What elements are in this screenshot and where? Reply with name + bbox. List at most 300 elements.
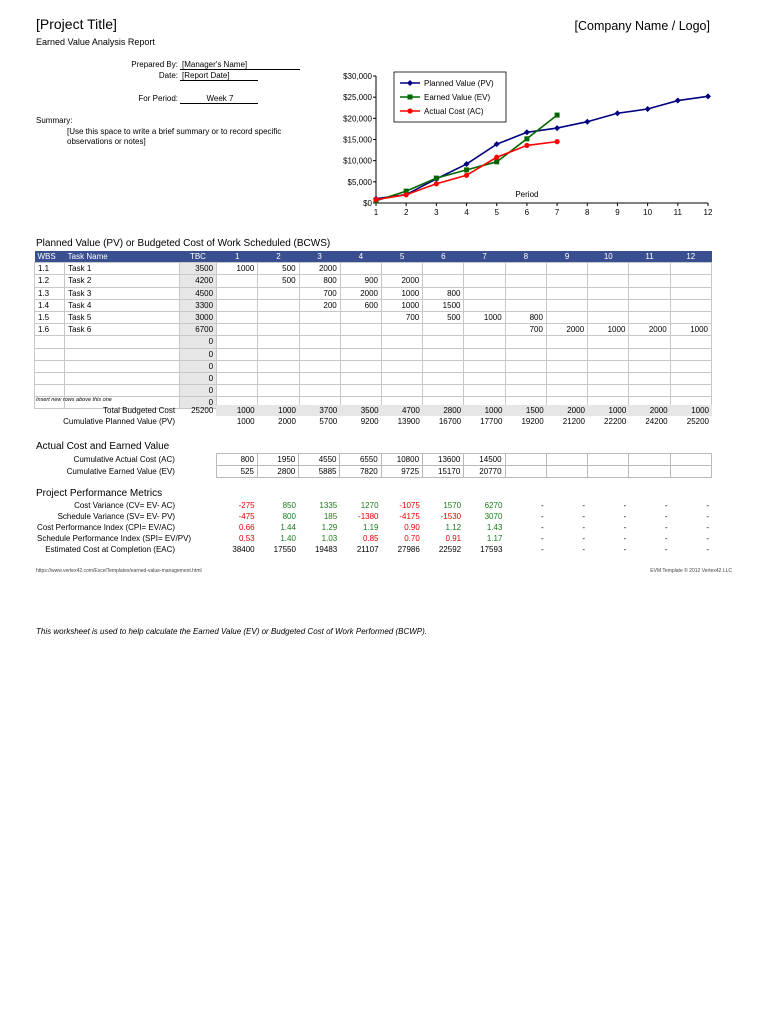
data-point: [464, 167, 469, 172]
table-cell[interactable]: Task 5: [65, 311, 180, 323]
value-cell: 1500: [505, 405, 546, 416]
value-cell: 1.19: [362, 523, 379, 532]
table-cell[interactable]: [670, 263, 711, 275]
table-cell[interactable]: [546, 348, 587, 360]
value-cell: 9200: [360, 417, 379, 426]
prepared-by-field[interactable]: [Manager's Name]: [180, 60, 300, 70]
x-axis-label: Period: [515, 190, 539, 199]
period-label: For Period:: [138, 94, 178, 103]
table-cell[interactable]: 700: [299, 287, 340, 299]
y-tick-label: $0: [363, 199, 372, 208]
table-cell[interactable]: [35, 348, 65, 360]
table-cell[interactable]: [629, 348, 670, 360]
data-point: [675, 98, 681, 104]
value-cell: -1075: [399, 501, 420, 510]
column-header: 10: [588, 251, 629, 263]
table-cell[interactable]: [588, 263, 629, 275]
row-label: Estimated Cost at Completion (EAC): [45, 545, 176, 554]
table-cell[interactable]: 500: [423, 311, 464, 323]
table-cell[interactable]: [670, 385, 711, 397]
data-point: [524, 129, 530, 135]
table-cell[interactable]: 2000: [629, 324, 670, 336]
y-tick-label: $15,000: [343, 135, 372, 145]
table-cell[interactable]: [258, 324, 299, 336]
table-cell[interactable]: [546, 372, 587, 384]
table-cell[interactable]: [423, 263, 464, 275]
value-cell: 21200: [562, 417, 585, 426]
table-row: [35, 348, 712, 360]
table-cell[interactable]: [382, 348, 423, 360]
table-cell[interactable]: [217, 287, 258, 299]
value-cell: 19200: [521, 417, 544, 426]
table-cell[interactable]: 1000: [382, 299, 423, 311]
table-cell[interactable]: [217, 360, 258, 372]
table-cell[interactable]: [382, 360, 423, 372]
table-cell[interactable]: [258, 348, 299, 360]
data-point: [554, 139, 559, 144]
table-cell[interactable]: [299, 360, 340, 372]
table-cell[interactable]: [258, 372, 299, 384]
x-tick-label: 10: [643, 208, 653, 217]
insert-rows-note: Insert new rows above this one: [36, 397, 112, 403]
table-cell[interactable]: [65, 348, 180, 360]
data-point: [494, 155, 499, 160]
column-header: 8: [505, 251, 546, 263]
table-cell[interactable]: [217, 275, 258, 287]
table-cell[interactable]: 1.4: [35, 299, 65, 311]
column-header: 7: [464, 251, 505, 263]
legend-label: Earned Value (EV): [424, 93, 491, 102]
value-cell: 800: [282, 512, 296, 521]
value-cell: 22200: [604, 417, 627, 426]
table-cell[interactable]: [258, 385, 299, 397]
value-cell: -: [541, 545, 544, 554]
table-cell[interactable]: [382, 336, 423, 348]
value-cell: 0.90: [404, 523, 420, 532]
column-header: 3: [299, 251, 340, 263]
table-cell[interactable]: [546, 287, 587, 299]
table-cell[interactable]: [505, 348, 546, 360]
table-cell[interactable]: [217, 385, 258, 397]
data-point: [434, 181, 439, 186]
table-cell[interactable]: [423, 360, 464, 372]
column-header: 5: [382, 251, 423, 263]
value-cell: -4175: [399, 512, 420, 521]
table-cell[interactable]: [670, 275, 711, 287]
table-cell[interactable]: [299, 385, 340, 397]
table-cell[interactable]: [464, 275, 505, 287]
table-cell[interactable]: [505, 299, 546, 311]
table-cell[interactable]: 600: [340, 299, 381, 311]
x-tick-label: 6: [524, 208, 530, 217]
value-cell: 3500: [340, 405, 381, 416]
legend-label: Actual Cost (AC): [424, 107, 484, 116]
table-cell[interactable]: [546, 263, 587, 275]
table-cell[interactable]: 500: [258, 275, 299, 287]
table-cell[interactable]: 500: [258, 263, 299, 275]
table-cell[interactable]: [299, 348, 340, 360]
table-cell[interactable]: 0: [179, 348, 216, 360]
tbc-cell: [179, 544, 216, 555]
table-cell[interactable]: [629, 372, 670, 384]
table-cell[interactable]: [588, 275, 629, 287]
table-cell[interactable]: [340, 385, 381, 397]
table-cell[interactable]: [670, 348, 711, 360]
table-cell[interactable]: [340, 336, 381, 348]
table-cell[interactable]: 0: [179, 372, 216, 384]
table-cell[interactable]: [382, 385, 423, 397]
table-cell[interactable]: [629, 360, 670, 372]
table-cell[interactable]: [217, 324, 258, 336]
table-cell[interactable]: 1.6: [35, 324, 65, 336]
column-header: 11: [629, 251, 670, 263]
value-cell: 19483: [314, 545, 338, 554]
table-cell[interactable]: 1000: [217, 263, 258, 275]
table-cell[interactable]: 3300: [179, 299, 216, 311]
table-cell[interactable]: 1.3: [35, 287, 65, 299]
table-cell[interactable]: [299, 372, 340, 384]
data-point: [645, 106, 651, 112]
table-cell[interactable]: [258, 336, 299, 348]
table-cell[interactable]: [588, 385, 629, 397]
value-cell: -: [541, 534, 544, 543]
table-cell[interactable]: 800: [299, 275, 340, 287]
row-label: Cumulative Actual Cost (AC): [73, 455, 175, 464]
tbc-cell: [179, 511, 216, 522]
table-cell[interactable]: 1.2: [35, 275, 65, 287]
value-cell: -: [664, 523, 668, 532]
period-field[interactable]: Week 7: [180, 94, 258, 104]
value-cell: 1.12: [445, 523, 462, 532]
table-cell[interactable]: [464, 336, 505, 348]
column-header: TBC: [179, 251, 216, 263]
metrics-section-title: Project Performance Metrics: [36, 488, 163, 499]
data-point: [584, 119, 590, 125]
table-cell[interactable]: [35, 385, 65, 397]
table-cell[interactable]: [464, 348, 505, 360]
table-cell[interactable]: [217, 372, 258, 384]
value-cell: -: [623, 523, 627, 532]
table-cell[interactable]: [340, 348, 381, 360]
x-tick-label: 7: [554, 208, 560, 217]
table-cell[interactable]: [65, 385, 180, 397]
value-cell: [505, 466, 546, 478]
table-cell[interactable]: 6700: [179, 324, 216, 336]
x-tick-label: 8: [585, 208, 590, 217]
table-cell[interactable]: [423, 372, 464, 384]
table-cell[interactable]: [340, 311, 381, 323]
table-cell[interactable]: [35, 372, 65, 384]
metric-row: [34, 544, 712, 555]
pv-section-title: Planned Value (PV) or Budgeted Cost of Work Scheduled (BCWS): [36, 238, 331, 249]
table-cell[interactable]: [505, 263, 546, 275]
table-cell[interactable]: [588, 372, 629, 384]
value-cell: 1.17: [486, 534, 503, 543]
legend-marker: [407, 108, 412, 113]
table-cell[interactable]: [258, 287, 299, 299]
table-cell[interactable]: [546, 385, 587, 397]
table-cell[interactable]: [670, 336, 711, 348]
table-cell[interactable]: [546, 360, 587, 372]
table-cell[interactable]: [423, 336, 464, 348]
tbc-cell: [179, 416, 216, 427]
table-cell[interactable]: 0: [179, 336, 216, 348]
table-cell[interactable]: [464, 385, 505, 397]
row-label: Cost Variance (CV= EV- AC): [74, 501, 176, 510]
value-cell: 2000: [547, 405, 588, 416]
table-cell[interactable]: Task 1: [65, 263, 180, 275]
value-cell: 0.70: [404, 534, 420, 543]
table-cell[interactable]: 2000: [299, 263, 340, 275]
table-cell[interactable]: [340, 360, 381, 372]
value-cell: 24200: [645, 417, 668, 426]
date-field[interactable]: [Report Date]: [180, 71, 258, 81]
table-cell[interactable]: [464, 299, 505, 311]
value-cell: -: [541, 523, 544, 532]
table-cell[interactable]: [35, 360, 65, 372]
x-tick-label: 5: [494, 208, 499, 217]
table-cell[interactable]: 3000: [179, 311, 216, 323]
footer-copyright: EVM Template © 2012 Vertex42 LLC: [650, 568, 732, 574]
worksheet-note: This worksheet is used to help calculate the Earned Value (EV) or Budgeted Cost of Work Performed (BCWP).: [36, 627, 427, 636]
table-cell[interactable]: 800: [423, 287, 464, 299]
table-cell[interactable]: [505, 275, 546, 287]
table-cell[interactable]: 2000: [340, 287, 381, 299]
value-cell: 1000: [236, 417, 255, 426]
value-cell: -: [706, 534, 709, 543]
value-cell: 3070: [484, 512, 503, 521]
value-cell: 5885: [299, 466, 340, 478]
table-cell[interactable]: [65, 336, 180, 348]
table-cell[interactable]: 200: [299, 299, 340, 311]
table-cell[interactable]: 4200: [179, 275, 216, 287]
value-cell: 17593: [480, 545, 503, 554]
data-point: [524, 143, 529, 148]
table-cell[interactable]: [629, 299, 670, 311]
table-cell[interactable]: [382, 372, 423, 384]
table-cell[interactable]: 900: [340, 275, 381, 287]
table-cell[interactable]: [464, 324, 505, 336]
table-cell[interactable]: 800: [505, 311, 546, 323]
table-cell[interactable]: [588, 311, 629, 323]
x-tick-label: 4: [464, 208, 469, 217]
table-cell[interactable]: [588, 336, 629, 348]
table-cell[interactable]: 700: [382, 311, 423, 323]
value-cell: 2800: [423, 405, 464, 416]
table-cell[interactable]: [299, 311, 340, 323]
value-cell: 1.44: [280, 523, 296, 532]
table-cell[interactable]: Task 4: [65, 299, 180, 311]
value-cell: 1270: [360, 501, 379, 510]
row-label: Schedule Variance (SV= EV- PV): [57, 512, 176, 521]
table-cell[interactable]: [464, 372, 505, 384]
table-cell[interactable]: 3500: [179, 263, 216, 275]
table-cell[interactable]: [629, 287, 670, 299]
table-row: [35, 372, 712, 384]
footer-url[interactable]: https://www.vertex42.com/ExcelTemplates/earned-value-management.html: [36, 568, 202, 574]
table-cell[interactable]: [505, 385, 546, 397]
value-cell: 525: [216, 466, 257, 478]
table-cell[interactable]: [629, 336, 670, 348]
value-cell: 10800: [381, 454, 422, 466]
value-cell: 16700: [438, 417, 462, 426]
table-cell[interactable]: 700: [505, 324, 546, 336]
table-cell[interactable]: [65, 360, 180, 372]
value-cell: -: [582, 545, 585, 554]
table-cell[interactable]: Task 3: [65, 287, 180, 299]
table-cell[interactable]: Task 2: [65, 275, 180, 287]
x-tick-label: 9: [615, 208, 620, 217]
table-cell[interactable]: [588, 287, 629, 299]
value-cell: 3700: [299, 405, 340, 416]
table-cell[interactable]: 0: [179, 360, 216, 372]
table-cell[interactable]: [505, 360, 546, 372]
table-cell[interactable]: 2000: [546, 324, 587, 336]
data-point: [464, 173, 469, 178]
value-cell: [588, 454, 629, 466]
table-row: [35, 287, 712, 299]
data-point: [434, 176, 439, 181]
table-cell[interactable]: [546, 275, 587, 287]
table-cell[interactable]: [588, 360, 629, 372]
table-cell[interactable]: [670, 372, 711, 384]
table-cell[interactable]: 4500: [179, 287, 216, 299]
table-cell[interactable]: [546, 336, 587, 348]
table-cell[interactable]: 1000: [464, 311, 505, 323]
x-tick-label: 12: [703, 208, 713, 217]
table-cell[interactable]: 1.1: [35, 263, 65, 275]
value-cell: [670, 454, 711, 466]
value-cell: 1950: [257, 454, 298, 466]
value-cell: 5700: [319, 417, 338, 426]
table-cell[interactable]: [35, 336, 65, 348]
table-cell[interactable]: [629, 275, 670, 287]
value-cell: 0.85: [362, 534, 379, 543]
table-cell[interactable]: 2000: [382, 275, 423, 287]
value-cell: 25200: [686, 417, 709, 426]
x-tick-label: 11: [673, 208, 682, 217]
table-row: [35, 360, 712, 372]
table-cell[interactable]: [382, 324, 423, 336]
table-cell[interactable]: 1000: [670, 324, 711, 336]
data-point: [555, 113, 560, 118]
value-cell: 1000: [464, 405, 505, 416]
table-cell[interactable]: [340, 263, 381, 275]
table-row: [35, 275, 712, 287]
table-cell[interactable]: [65, 372, 180, 384]
table-cell[interactable]: [258, 311, 299, 323]
value-cell: -: [664, 512, 668, 521]
table-cell[interactable]: [505, 372, 546, 384]
value-cell: 9725: [381, 466, 422, 478]
data-point: [554, 125, 560, 131]
value-cell: -1380: [358, 512, 379, 521]
table-cell[interactable]: [546, 299, 587, 311]
cumulative-pv-row: [34, 416, 712, 427]
table-cell[interactable]: 0: [179, 385, 216, 397]
table-cell[interactable]: [423, 348, 464, 360]
table-cell[interactable]: Task 6: [65, 324, 180, 336]
table-cell[interactable]: [464, 360, 505, 372]
table-cell[interactable]: [670, 299, 711, 311]
pv-table: [34, 251, 712, 409]
value-cell: -: [706, 501, 709, 510]
table-cell[interactable]: [423, 324, 464, 336]
prepared-by-label: Prepared By:: [131, 60, 178, 69]
value-cell: -: [582, 534, 585, 543]
value-cell: 1000: [588, 405, 629, 416]
column-header: Task Name: [65, 251, 180, 263]
table-cell[interactable]: [340, 372, 381, 384]
pv-totals: [34, 405, 712, 427]
value-cell: 14500: [464, 454, 505, 466]
table-cell[interactable]: [629, 263, 670, 275]
summary-text[interactable]: [Use this space to write a brief summary or to record specific observations or notes]: [67, 127, 282, 146]
table-cell[interactable]: [464, 263, 505, 275]
data-point: [373, 197, 378, 202]
tbc-cell: [179, 466, 216, 478]
table-cell[interactable]: [217, 348, 258, 360]
table-cell[interactable]: 1000: [588, 324, 629, 336]
table-cell[interactable]: [670, 311, 711, 323]
x-tick-label: 1: [373, 208, 379, 217]
table-cell[interactable]: [340, 324, 381, 336]
value-cell: 1000: [216, 405, 257, 416]
table-cell[interactable]: 1.5: [35, 311, 65, 323]
metric-row: [34, 533, 712, 544]
value-cell: -: [582, 501, 585, 510]
table-cell[interactable]: [299, 336, 340, 348]
value-cell: [670, 466, 711, 478]
table-cell[interactable]: [670, 360, 711, 372]
value-cell: 1.03: [321, 534, 338, 543]
value-cell: -: [541, 512, 544, 521]
tbc-cell: [179, 500, 216, 511]
table-cell[interactable]: [505, 336, 546, 348]
table-row: [35, 311, 712, 323]
table-cell[interactable]: 1500: [423, 299, 464, 311]
table-cell[interactable]: [629, 311, 670, 323]
table-cell[interactable]: [464, 287, 505, 299]
value-cell: [588, 466, 629, 478]
table-cell[interactable]: [423, 385, 464, 397]
y-tick-label: $30,000: [343, 72, 372, 81]
table-cell[interactable]: [629, 385, 670, 397]
date-label: Date:: [158, 71, 178, 80]
table-cell[interactable]: [588, 299, 629, 311]
table-cell[interactable]: [299, 324, 340, 336]
tbc-cell: [179, 522, 216, 533]
table-cell[interactable]: [217, 336, 258, 348]
value-cell: 13900: [397, 417, 420, 426]
table-cell[interactable]: 1000: [382, 287, 423, 299]
table-cell[interactable]: [505, 287, 546, 299]
value-cell: 1335: [319, 501, 338, 510]
table-cell[interactable]: [423, 275, 464, 287]
table-cell[interactable]: [588, 348, 629, 360]
value-cell: 0.91: [445, 534, 462, 543]
table-cell[interactable]: [217, 311, 258, 323]
legend-marker: [408, 95, 413, 100]
table-cell[interactable]: [382, 263, 423, 275]
table-cell[interactable]: [217, 299, 258, 311]
table-cell[interactable]: 0: [179, 397, 216, 409]
column-header: 6: [423, 251, 464, 263]
table-cell[interactable]: [546, 311, 587, 323]
table-cell[interactable]: [670, 287, 711, 299]
table-cell[interactable]: [258, 360, 299, 372]
table-cell[interactable]: [258, 299, 299, 311]
